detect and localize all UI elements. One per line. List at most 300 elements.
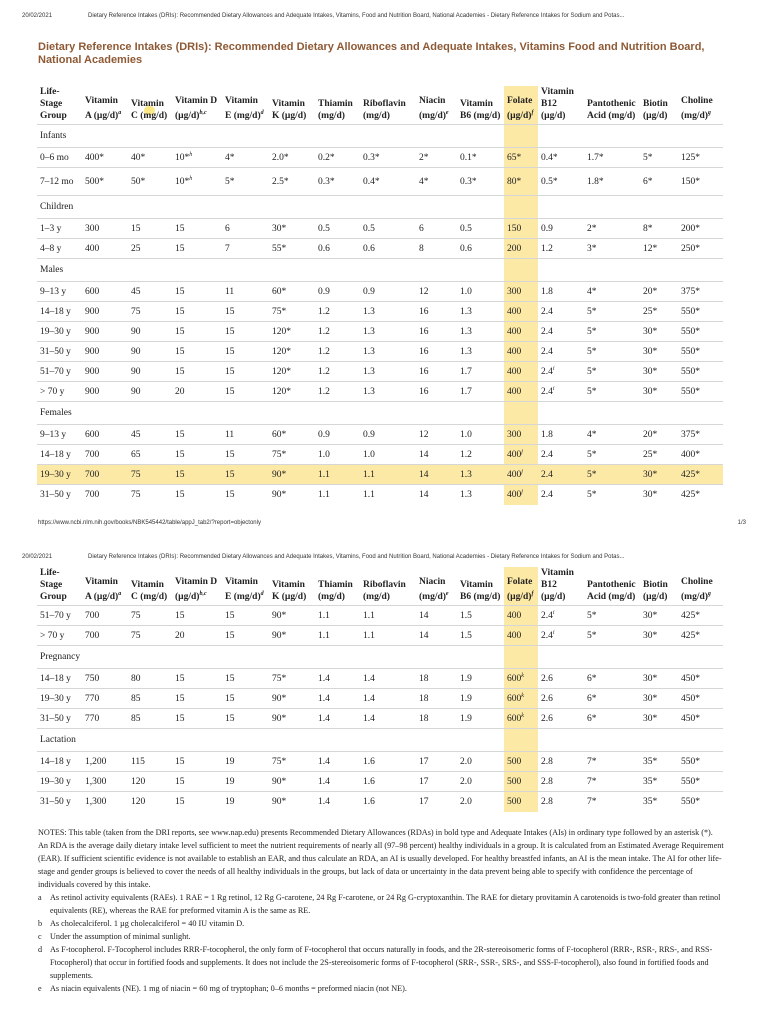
table-cell [538,125,584,148]
column-header: Vitamin D $(\mu g/d)^{b,c}$ [175,95,218,121]
table-cell: 15 [222,606,269,626]
table-row [37,689,723,709]
table-cell: 14 [416,626,457,646]
table-cell: 375* [678,425,723,445]
table-cell: 15 [222,709,269,729]
row-label: > 70 y [37,382,82,402]
table-body [37,606,723,812]
table-cell [538,646,584,669]
table-cell [172,196,222,219]
table-cell: 400 [82,239,128,259]
table-cell: 1.2 [315,302,360,322]
table-cell: 1.1 [315,485,360,505]
table-cell [315,402,360,425]
table-cell: 7* [584,772,640,792]
table-cell: 450* [678,709,723,729]
table-cell [360,196,416,219]
table-cell: 500 [504,772,538,792]
table-header-row [37,567,723,606]
table-cell [416,646,457,669]
table-cell: 15 [172,342,222,362]
table-cell: 60* [269,282,315,302]
table-cell: 1.4 [315,709,360,729]
table-cell: 12* [640,239,678,259]
table-cell [360,259,416,282]
column-header: Biotin (µg/d) [643,580,668,602]
table-cell: 2.6 [538,669,584,689]
table-cell: 80 [128,669,172,689]
table-cell: 35* [640,752,678,772]
table-cell: 600$^k$ [504,669,538,689]
table-cell: 125* [678,148,723,168]
table-cell [222,259,269,282]
table-cell: 15 [172,709,222,729]
table-cell: 16 [416,322,457,342]
table-cell [222,646,269,669]
footnote-text: As niacin equivalents (NE). 1 mg of niacin = 60 mg of tryptophan; 0–6 months = preformed niacin (not NE). [50,984,407,993]
table-cell: 4* [584,282,640,302]
row-label: 9–13 y [37,282,82,302]
table-row [37,709,723,729]
column-header: Folate $(\mu g/d)^f$ [504,86,538,125]
table-cell: 770 [82,689,128,709]
row-label: 19–30 y [37,465,82,485]
table-cell: 15 [172,792,222,812]
table-cell: 75 [128,465,172,485]
table-cell: 120* [269,382,315,402]
table-cell: 400$^j$ [504,445,538,465]
table-cell: 500* [82,168,128,196]
table-cell: 1.6 [360,752,416,772]
table-cell [82,729,128,752]
column-header: Vitamin A $(\mu g/d)^a$ [85,95,122,121]
table-cell: 1.9 [457,689,504,709]
table-cell: 4* [584,425,640,445]
table-header-row [37,86,723,125]
table-cell [222,402,269,425]
table-cell: 115 [128,752,172,772]
table-cell: 2.4$^i$ [538,606,584,626]
table-cell: 8* [640,219,678,239]
table-cell: 40* [128,148,172,168]
table-cell: 15 [222,465,269,485]
table-cell: 14 [416,606,457,626]
table-cell: 15 [172,322,222,342]
table-body [37,125,723,505]
column-header: Vitamin B6 (mg/d) [460,99,501,121]
table-cell: 2.4 [538,302,584,322]
table-row [37,322,723,342]
table-cell: 550* [678,362,723,382]
table-cell: 0.6 [457,239,504,259]
table-cell: 1.2 [315,362,360,382]
table-cell [457,729,504,752]
table-cell: 0.5 [457,219,504,239]
table-cell: 4* [222,148,269,168]
column-header: Choline $(mg/d)^g$ [681,95,713,121]
table-cell: 19 [222,792,269,812]
table-cell [640,196,678,219]
table-cell: 2.0 [457,792,504,812]
table-cell: 1.8 [538,282,584,302]
row-label: 31–50 y [37,342,82,362]
row-label: > 70 y [37,626,82,646]
column-header: Niacin $(mg/d)^e$ [419,95,449,121]
table-cell: 7 [222,239,269,259]
table-cell: 1.4 [315,792,360,812]
table-row [37,752,723,772]
table-cell: 2.4 [538,485,584,505]
column-header: Vitamin K (µg/d) [272,99,307,121]
table-cell: 15 [128,219,172,239]
table-cell: 15 [222,382,269,402]
table-cell [584,125,640,148]
table-cell: 75* [269,752,315,772]
column-header: Niacin $(mg/d)^e$ [419,576,449,602]
table-cell: 0.6 [360,239,416,259]
table-cell: 30* [640,626,678,646]
table-cell: 20* [640,425,678,445]
row-label: 1–3 y [37,219,82,239]
table-cell: 120* [269,322,315,342]
column-header: Life-Stage Group [40,87,67,121]
table-cell: 400 [504,606,538,626]
table-cell: 15 [172,302,222,322]
table-row [37,485,723,505]
table-cell: 7* [584,792,640,812]
table-cell: 550* [678,302,723,322]
table-cell [82,125,128,148]
table-cell: 1.3 [360,382,416,402]
table-cell: 2.4 [538,465,584,485]
table-cell: 1.1 [360,485,416,505]
footnote [38,891,724,917]
column-header: Vitamin E $(mg/d)^d$ [225,576,264,602]
table-cell [504,125,538,148]
group-label: Infants [37,125,82,148]
table-cell [416,402,457,425]
column-header: Pantothenic Acid (mg/d) [587,99,636,121]
table-cell [172,402,222,425]
table-cell [315,259,360,282]
table-cell: 700 [82,445,128,465]
table-cell: 300 [504,425,538,445]
table-cell: 15 [172,445,222,465]
table-cell: 2.8 [538,792,584,812]
table-cell [172,646,222,669]
table-cell [128,646,172,669]
table-cell: 120* [269,342,315,362]
table-cell: 1.3 [360,322,416,342]
table-cell: 1.4 [360,709,416,729]
table-cell [360,402,416,425]
table-cell: 900 [82,342,128,362]
footnote-text: Under the assumption of minimal sunlight. [50,932,191,941]
table-cell: 65 [128,445,172,465]
row-label: 4–8 y [37,239,82,259]
table-cell: 5* [584,485,640,505]
table-cell: 0.3* [457,168,504,196]
table-cell: 0.9 [360,282,416,302]
table-cell: 10*$^h$ [172,168,222,196]
column-header: Vitamin E $(mg/d)^d$ [225,95,264,121]
table-cell: 1.8* [584,168,640,196]
table-cell: 90* [269,689,315,709]
table-cell: 15 [222,689,269,709]
table-cell: 16 [416,302,457,322]
table-cell: 75* [269,445,315,465]
table-cell: 30* [640,606,678,626]
row-label: 19–30 y [37,322,82,342]
table-cell: 6 [416,219,457,239]
column-header: Folate $(\mu g/d)^f$ [504,567,538,606]
table-cell: 1.6 [360,792,416,812]
table-cell: 19 [222,772,269,792]
group-row [37,196,723,219]
group-label: Pregnancy [37,646,82,669]
table-cell: 425* [678,465,723,485]
table-row [37,239,723,259]
table-cell: 20 [172,626,222,646]
table-cell: 0.4* [538,148,584,168]
footnote-list [38,891,724,995]
table-cell: 2.8 [538,772,584,792]
table-cell: 5* [584,362,640,382]
table-cell: 15 [172,219,222,239]
table-cell [504,729,538,752]
table-cell [269,259,315,282]
table-cell: 0.5 [360,219,416,239]
table-cell: 16 [416,362,457,382]
group-row [37,729,723,752]
table-cell: 900 [82,322,128,342]
row-label: 51–70 y [37,606,82,626]
table-cell [457,125,504,148]
table-cell [82,259,128,282]
table-cell: 1.7* [584,148,640,168]
row-label: 7–12 mo [37,168,82,196]
table-cell: 1.2 [315,322,360,342]
table-cell: 14 [416,445,457,465]
table-cell: 1.1 [315,465,360,485]
group-row [37,402,723,425]
table-cell: 1.4 [315,669,360,689]
table-cell: 300 [504,282,538,302]
table-cell: 2.4 [538,322,584,342]
header-date: 20/02/2021 [22,13,53,19]
table-cell: 75 [128,302,172,322]
header-title: Dietary Reference Intakes (DRIs): Recommended Dietary Allowances and Adequate Intakes, Vitamins, Food and Nutrition Board, National Academies - Dietary Reference Intakes for Sodium and Potas... [88,13,625,19]
table-cell: 75* [269,302,315,322]
table-cell: 2* [584,219,640,239]
table-cell [82,196,128,219]
table-row [37,219,723,239]
table-cell: 0.4* [360,168,416,196]
table-cell: 700 [82,485,128,505]
footnote-text: As cholecalciferol. 1 µg cholecalciferol = 40 IU vitamin D. [50,919,245,928]
table-cell: 1.9 [457,709,504,729]
column-header: Thiamin (mg/d) [318,99,353,121]
table-cell [360,729,416,752]
table-cell: 1.2 [315,382,360,402]
table-cell: 550* [678,772,723,792]
column-header: Vitamin C (mg/d) [131,580,168,602]
table-cell: 90 [128,342,172,362]
table-cell: 5* [584,445,640,465]
table-cell [416,125,457,148]
table-cell: 2.4$^i$ [538,626,584,646]
table-cell: 15 [222,322,269,342]
table-cell: 400 [504,302,538,322]
table-cell: 5* [584,382,640,402]
table-cell: 15 [172,689,222,709]
table-cell [678,125,723,148]
table-cell: 1.3 [360,342,416,362]
table-cell: 1.2 [538,239,584,259]
table-cell: 1.0 [315,445,360,465]
table-cell [360,125,416,148]
table-cell: 1.4 [360,669,416,689]
row-label: 31–50 y [37,485,82,505]
table-row [37,465,723,485]
table-cell: 1.0 [360,445,416,465]
table-cell: 150 [504,219,538,239]
table-cell: 75 [128,606,172,626]
row-label: 14–18 y [37,669,82,689]
table-cell: 550* [678,382,723,402]
table-cell: 15 [222,342,269,362]
table-cell: 15 [172,465,222,485]
table-cell [222,729,269,752]
table-cell [538,402,584,425]
table-cell: 2.4 [538,445,584,465]
table-cell: 5* [584,322,640,342]
table-cell: 400* [82,148,128,168]
table-cell: 16 [416,382,457,402]
table-cell [269,196,315,219]
table-cell: 17 [416,752,457,772]
footer-page-number: 1/3 [737,520,746,526]
table-cell [678,196,723,219]
table-cell: 50* [128,168,172,196]
table-cell: 30* [640,362,678,382]
table-cell [457,402,504,425]
table-row [37,382,723,402]
table-cell: 5* [222,168,269,196]
table-cell: 90* [269,792,315,812]
table-cell: 12 [416,282,457,302]
table-cell [504,646,538,669]
table-cell: 1.4 [315,772,360,792]
group-row [37,646,723,669]
table-cell: 0.5* [538,168,584,196]
table-cell [416,729,457,752]
table-cell [128,402,172,425]
table-row [37,772,723,792]
column-header: Biotin (µg/d) [643,99,668,121]
table-cell: 18 [416,709,457,729]
table-cell: 10*$^h$ [172,148,222,168]
table-cell: 400 [504,382,538,402]
table-cell: 0.5 [315,219,360,239]
table-cell: 0.6 [315,239,360,259]
table-cell: 45 [128,425,172,445]
table-cell [457,259,504,282]
table-cell [82,402,128,425]
table-cell: 450* [678,689,723,709]
table-cell: 1.1 [315,606,360,626]
table-cell: 0.9 [360,425,416,445]
table-cell [315,125,360,148]
table-cell: 2.6 [538,689,584,709]
table-cell: 1.1 [315,626,360,646]
table-cell: 6 [222,219,269,239]
page-footer [38,520,746,526]
table-cell: 60* [269,425,315,445]
table-cell: 425* [678,485,723,505]
table-cell [172,729,222,752]
table-cell: 15 [222,445,269,465]
table-cell: 700 [82,606,128,626]
table-cell: 1.7 [457,362,504,382]
group-label: Males [37,259,82,282]
table-cell: 400 [504,322,538,342]
table-cell: 1.3 [360,362,416,382]
table-cell: 1.3 [457,322,504,342]
table-cell: 600 [82,425,128,445]
group-row [37,125,723,148]
table-cell: 1.0 [457,425,504,445]
table-cell: 55* [269,239,315,259]
table-cell: 400$^j$ [504,485,538,505]
group-label: Females [37,402,82,425]
row-label: 14–18 y [37,445,82,465]
table-cell [128,259,172,282]
table-cell: 0.9 [315,425,360,445]
table-cell: 90* [269,709,315,729]
table-cell: 7* [584,752,640,772]
table-cell: 15 [172,425,222,445]
table-cell: 1.0 [457,282,504,302]
table-row [37,148,723,168]
row-label: 51–70 y [37,362,82,382]
table-cell: 1.5 [457,606,504,626]
table-cell: 30* [640,465,678,485]
table-notes [38,826,724,995]
table-cell: 15 [172,772,222,792]
row-label: 19–30 y [37,772,82,792]
table-cell [315,196,360,219]
footnote-text: As F-tocopherol. F-Tocopherol includes RRR-F-tocopherol, the only form of F-tocopherol that occurs naturally in foods, and the 2R-stereoisomeric forms of F-tocopherol (RRR-, RSR-, RRS-, and RSS-Ftocopherol) that occur in fortified foods and supplements. It does not include the 2S-stereoisomeric forms of F-tocopherol (SRR-, SSR-, SRS-, and SSS-F-tocopherol), also found in fortified foods and supplements. [50,945,713,980]
row-label: 14–18 y [37,752,82,772]
table-cell: 18 [416,669,457,689]
table-cell: 35* [640,772,678,792]
footer-url[interactable]: https://www.ncbi.nlm.nih.gov/books/NBK545442/table/appJ_tab2/?report=objectonly [38,520,261,526]
table-cell: 400 [504,362,538,382]
table-cell: 1.4 [360,689,416,709]
table-cell: 15 [172,485,222,505]
table-cell: 0.2* [315,148,360,168]
table-cell: 200 [504,239,538,259]
column-header: Riboflavin (mg/d) [363,580,406,602]
table-cell: 250* [678,239,723,259]
table-cell: 1,200 [82,752,128,772]
table-cell: 425* [678,626,723,646]
table-cell [416,196,457,219]
table-cell: 375* [678,282,723,302]
table-cell: 2.8 [538,752,584,772]
table-cell: 75* [269,669,315,689]
